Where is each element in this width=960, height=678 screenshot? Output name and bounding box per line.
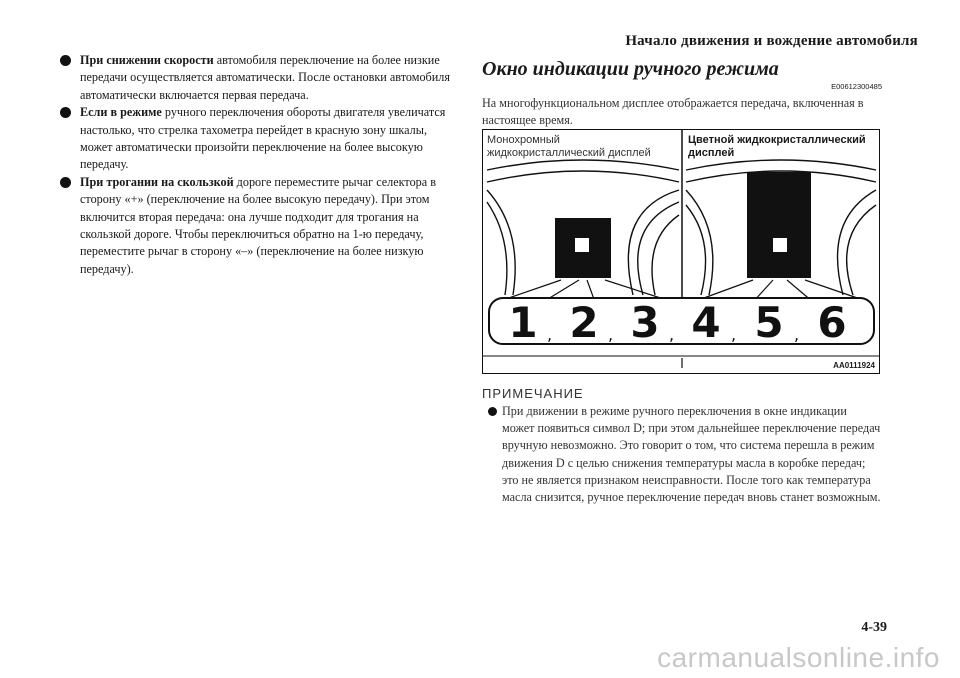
- note-item: [482, 403, 882, 506]
- display-diagram: [483, 130, 879, 373]
- bullet-dot-icon: [488, 407, 497, 416]
- note-title: ПРИМЕЧАНИЕ: [482, 386, 584, 401]
- gear-number-2: 2: [569, 298, 599, 347]
- svg-text:,: ,: [794, 325, 800, 344]
- section-title: Окно индикации ручного режима: [482, 58, 779, 80]
- bullet-lead: При трогании на скользкой: [80, 174, 234, 189]
- gear-number-6: 6: [817, 298, 847, 347]
- color-gear-window: [747, 172, 811, 278]
- figure-code: AA0111924: [833, 361, 875, 370]
- bullet-lead: Если в режиме: [80, 105, 162, 120]
- bullet-item-2: [60, 104, 455, 174]
- display-figure: [482, 129, 880, 374]
- svg-text:,: ,: [669, 325, 675, 344]
- gear-number-1: 1: [508, 298, 538, 347]
- gear-number-3: 3: [630, 298, 660, 347]
- section-code: E00612300485: [831, 82, 882, 91]
- bullet-dot-icon: [60, 55, 71, 66]
- note-section: [482, 386, 882, 506]
- bullet-dot-icon: [60, 177, 71, 188]
- mono-gear-indicator: [575, 238, 589, 252]
- bullet-dot-icon: [60, 107, 71, 118]
- bullet-lead: При снижении скорости: [80, 53, 214, 67]
- label-mono-display: Монохромный жидкокристаллический дисплей: [487, 134, 651, 159]
- left-column: [60, 52, 455, 278]
- gear-number-4: 4: [691, 298, 721, 347]
- right-column: [482, 58, 882, 129]
- bullet-text: автомобиля переключение на более низкие передачи осуществляется автоматически. После остановки автомобиля автоматически включается первая передача.: [80, 53, 450, 102]
- svg-text:,: ,: [731, 325, 737, 344]
- svg-text:,: ,: [608, 325, 614, 344]
- page-number: 4-39: [861, 620, 887, 635]
- watermark: carmanualsonline.info: [657, 642, 940, 673]
- svg-text:,: ,: [547, 325, 553, 344]
- section-intro: На многофункциональном дисплее отображается передача, включенная в настоящее время.: [482, 96, 864, 127]
- gear-number-5: 5: [754, 298, 784, 347]
- bullet-text: ручного переключения обороты двигателя увеличатся настолько, что стрелка тахометра перейдет в красную зону шкалы, может автоматически произойти переключение на более высокую передачу.: [80, 105, 446, 172]
- page-header: Начало движения и вождение автомобиля: [625, 33, 918, 49]
- label-color-display: Цветной жидкокристаллический дисплей: [688, 134, 866, 159]
- bullet-item-1: [60, 52, 455, 104]
- bullet-item-3: [60, 174, 455, 278]
- note-text: При движении в режиме ручного переключения в окне индикации может появиться символ D; при этом дальнейшее переключение передач вручную невозможно. Это говорит о том, что система перешла в режим движения D с целью снижения температуры масла в коробке передач; это не является признаком неисправности. После того как температура масла снизится, ручное переключение передач вновь станет возможным.: [502, 404, 881, 505]
- bullet-text: дороге переместите рычаг селектора в сторону «+» (переключение на более высокую передачу). При этом включится вторая передача: она лучше подходит для трогания на скользкой дороге. Чтобы переключиться обратно на 1-ю передачу, переместите рычаг в сторону «–» (переключение на более низкую передачу).: [80, 174, 436, 276]
- color-gear-indicator: [773, 238, 787, 252]
